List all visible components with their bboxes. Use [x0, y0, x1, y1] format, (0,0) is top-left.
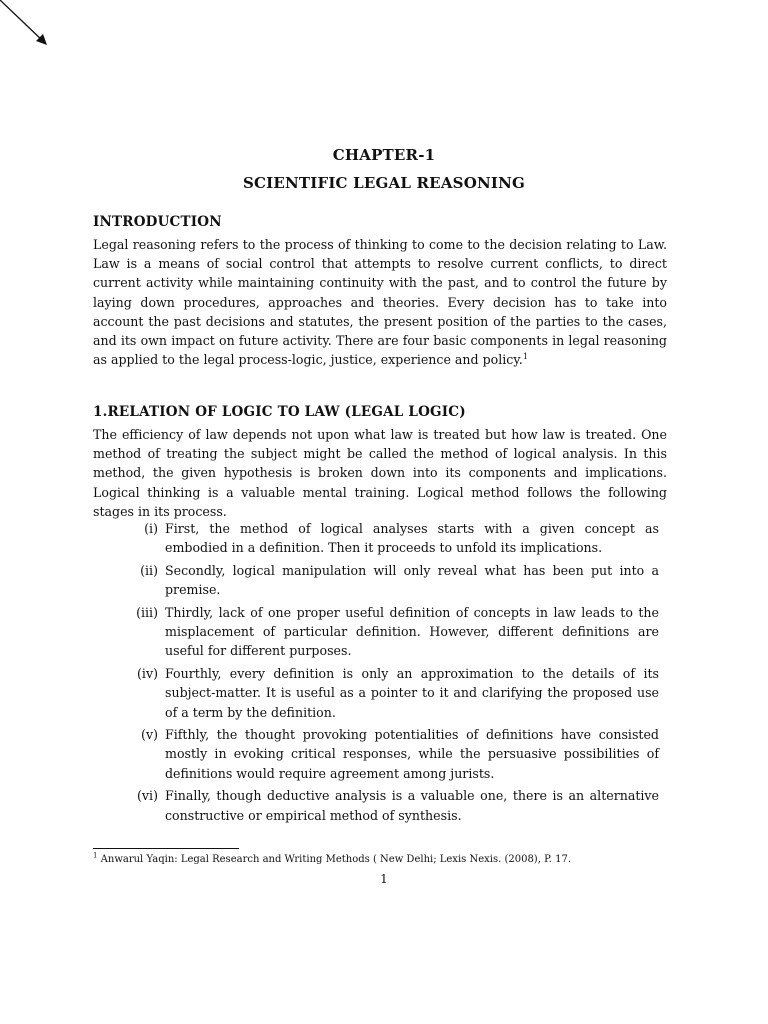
list-item: [126, 664, 659, 722]
introduction-paragraph: [93, 235, 667, 369]
list-item: [126, 725, 659, 783]
list-item-text: Fourthly, every definition is only an approximation to the details of its subject-matter. It is useful as a pointer to it and clarifying the proposed use of a term by the definition.: [165, 665, 659, 720]
list-item-marker: (v): [141, 727, 158, 743]
logic-section-heading: 1.RELATION OF LOGIC TO LAW (LEGAL LOGIC): [93, 404, 466, 420]
chapter-title: CHAPTER-1: [332, 146, 436, 164]
list-item-marker: (iii): [136, 604, 158, 620]
list-item-text: Fifthly, the thought provoking potentialities of definitions have consisted mostly in evoking critical responses, while the persuasive possibilities of definitions would require agreement among jurists.: [165, 727, 659, 781]
list-item-marker: (vi): [137, 788, 158, 804]
footnote-number: 1: [93, 851, 98, 860]
logic-section-paragraph: The efficiency of law depends not upon what law is treated but how law is treated. One method of treating the subject might be called the method of logical analysis. In this method, the given hypothesis is broken down into its components and implications. Logical thinking is a valuable mental training. Logical method follows the following stages in its process.: [93, 427, 667, 519]
list-item-text: Finally, though deductive analysis is a valuable one, there is an alternative constructive or empirical method of synthesis.: [165, 788, 659, 823]
introduction-heading: INTRODUCTION: [93, 214, 222, 230]
list-item-text: Thirdly, lack of one proper useful definition of concepts in law leads to the misplacement of particular definition. However, different definitions are useful for different purposes.: [165, 604, 659, 659]
list-item-text: First, the method of logical analyses starts with a given concept as embodied in a definition. Then it proceeds to unfold its implications.: [165, 521, 659, 556]
footnote-divider: [93, 848, 239, 849]
list-item: [126, 519, 659, 558]
list-item-text: Secondly, logical manipulation will only reveal what has been put into a premise.: [165, 562, 659, 598]
arrow-down-right-icon: [0, 0, 60, 60]
page-number: 1: [380, 872, 388, 886]
list-item: [126, 561, 659, 600]
footnote-text: Anwarul Yaqin: Legal Research and Writing Methods ( New Delhi; Lexis Nexis. (2008), P. 17.: [100, 854, 572, 865]
list-item-marker: (iv): [137, 665, 158, 681]
chapter-subtitle: SCIENTIFIC LEGAL REASONING: [242, 174, 526, 192]
footnote-reference[interactable]: 1: [522, 352, 528, 362]
introduction-text: Legal reasoning refers to the process of thinking to come to the decision relating to Law. Law is a means of social control that attempts to resolve current conflicts, to direct current activity while maintaining continuity with the past, and to control the future by laying down procedures, approaches and theories. Every decision has to take into account the past decisions and statutes, the present position of the parties to the cases, and its own impact on future activity. There are four basic components in legal reasoning as applied to the legal process-logic, justice, experience and policy.: [93, 237, 667, 368]
footnote: [93, 853, 673, 867]
logic-stages-list: [126, 519, 659, 828]
list-item: [126, 786, 659, 825]
list-item-marker: (ii): [140, 562, 158, 578]
list-item-marker: (i): [144, 521, 158, 536]
list-item: [126, 603, 659, 661]
